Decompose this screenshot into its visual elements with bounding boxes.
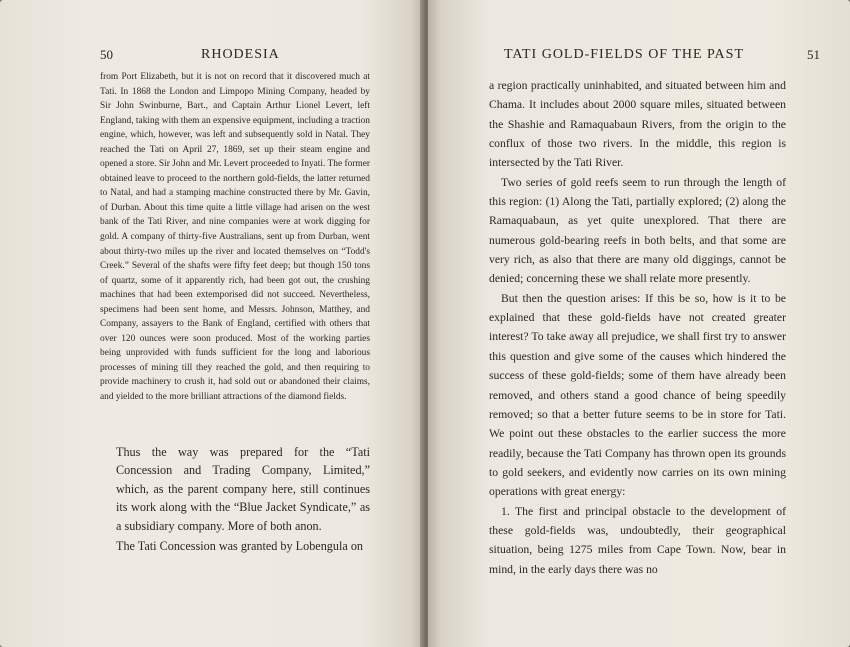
right-body-text (489, 76, 786, 579)
left-paragraph-2: The Tati Concession was granted by Lobengula on (116, 539, 364, 554)
right-page-number: 51 (807, 47, 820, 62)
right-page (428, 0, 850, 647)
left-paragraph-1: Thus the way was prepared for the “Tati Concession and Trading Company, Limited,” which, as the parent company here, still continues its work along with the “Blue Jacket Syndicate,” as a subsidiary company. More of both anon. (116, 445, 370, 533)
left-page (0, 0, 424, 647)
right-paragraph-4: 1. The first and principal obstacle to the development of these gold-fields was, undoubtedly, their geographical situation, being 1275 miles from Cape Town. Now, bear in mind, in the early days there was no (489, 504, 786, 576)
left-running-head: RHODESIA (201, 47, 280, 62)
right-paragraph-2: Two series of gold reefs seem to run through the length of this region: (1) Along the Tati, partially explored; (2) along the Ramaquabaun, as yet quite unexplored. That there are numerous gold-bearing reefs in both belts, and that some are very rich, as also that there are many old diggings, cannot be denied; concerning these we shall relate more presently. (489, 175, 786, 286)
left-body-text (116, 443, 370, 555)
left-small-paragraph: from Port Elizabeth, but it is not on record that it discovered much at Tati. In 1868 the London and Limpopo Mining Company, headed by Sir John Swinburne, Bart., and Captain Arthur Lionel Levert, left England, taking with them an expensive equipment, including a traction engine, which, however, was left and subsequently sold in Natal. They reached the Tati on April 27, 1869, set up their steam engine and opened a store. Sir John and Mr. Levert proceeded to Inyati. The former obtained leave to proceed to the northern gold-fields, the latter returned to Natal, and had a stamping machine constructed there by Mr. Gavin, of Durban. About this time quite a little village had arisen on the west bank of the Tati River, and nine companies were at work digging for gold. A company of thirty-five Australians, sent up from Durban, went about thirty-two miles up the river and located themselves on “Todd's Creek.” Several of the shafts were fifty feet deep; but though 150 tons of quartz, some of it apparently rich, had been got out, the crushing machines that had been extemporised did not succeed. Nevertheless, specimens had been sent home, and Messrs. Johnson, Matthey, and Company, assayers to the Bank of England, certified with others that over 120 ounces were soon produced. Most of the working parties being unprovided with funds sufficient for the long and laborious processes of mining till they reached the gold, and then requiring to provide machinery to crush it, had sold out or abandoned their claims, and yielded to the more brilliant attractions of the diamond fields. (100, 72, 370, 403)
right-paragraph-3: But then the question arises: If this be so, how is it to be explained that these gold-fields have not created greater interest? To take away all prejudice, we shall first try to answer this question and give some of the causes which hindered the success of these gold-fields; some of them have already been removed, and others stand a good chance of being speedily removed; so that a better future seems to be in store for Tati. We point out these obstacles to the earlier success the more readily, because the Tati Company has thrown open its grounds to gold seekers, and evidently now carries on its own mining operations with great energy: (489, 291, 786, 499)
left-page-number: 50 (100, 47, 113, 62)
right-paragraph-1: a region practically uninhabited, and situated between him and Chama. It includes about 2000 square miles, situated between the Shashie and Ramaquabaun Rivers, from the origin to the conflux of those two rivers. In the middle, this region is intersected by the Tati River. (489, 79, 786, 170)
left-small-text-block (100, 70, 370, 405)
right-running-head: TATI GOLD-FIELDS OF THE PAST (504, 47, 745, 62)
